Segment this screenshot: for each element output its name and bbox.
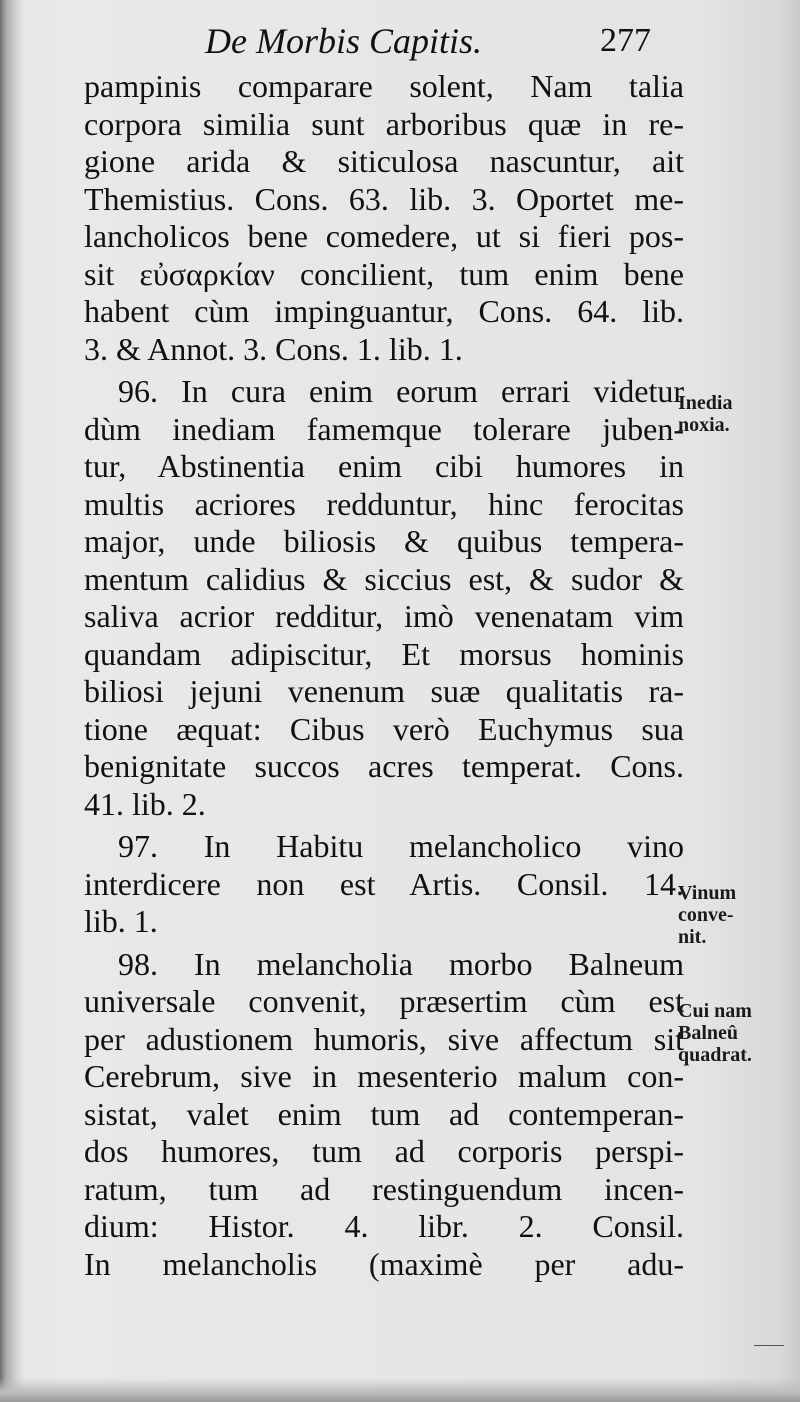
text-line: tur, Abstinentia enim cibi humores in: [84, 448, 684, 484]
text-line: Themistius. Cons. 63. lib. 3. Oportet me-: [84, 180, 684, 217]
text-line: lib. 1.: [84, 903, 158, 939]
text-line: sit εὐσαρκίαν concilient, tum enim bene: [84, 255, 684, 292]
paragraph-96-start: 96. In cura enim eorum errari videtur: [118, 373, 684, 409]
margin-note-inedia: [678, 392, 796, 436]
margin-note-line: Balneû: [678, 1022, 739, 1044]
margin-note-balneum: [678, 1000, 796, 1066]
text-line: benignitate succos acres temperat. Cons.: [84, 748, 684, 784]
text-line: 41. lib. 2.: [84, 785, 206, 822]
text-line: saliva acrior redditur, imò venenatam vim: [84, 598, 684, 634]
paragraph-97-start: 97. In Habitu melancholico vino: [118, 828, 684, 864]
text-line: In melancholis (maximè per adu-: [84, 1245, 684, 1282]
text-line: 3. & Annot. 3. Cons. 1. lib. 1.: [84, 330, 463, 367]
text-line: dùm inediam famemque tolerare juben-: [84, 410, 684, 447]
text-line: gione arida & siticulosa nascuntur, ait: [84, 143, 684, 179]
text-line: dos humores, tum ad corporis perspi-: [84, 1133, 684, 1169]
text-line: Cerebrum, sive in mesenterio malum con-: [84, 1058, 684, 1094]
text-line: per adustionem humoris, sive affectum sit: [84, 1020, 684, 1057]
margin-note-line: conve-: [678, 904, 734, 926]
text-line: corpora similia sunt arboribus quæ in re-: [84, 105, 684, 142]
text-line: pampinis comparare solent, Nam talia: [84, 68, 684, 104]
margin-note-line: Inedia: [678, 392, 733, 414]
margin-note-line: Cui nam: [678, 1000, 752, 1022]
text-line: tione æquat: Cibus verò Euchymus sua: [84, 710, 684, 747]
text-line: sistat, valet enim tum ad contemperan-: [84, 1095, 684, 1132]
text-line: biliosi jejuni venenum suæ qualitatis ra-: [84, 673, 684, 709]
margin-rule: [754, 1345, 784, 1346]
text-line: ratum, tum ad restinguendum incen-: [84, 1170, 684, 1207]
paragraph-98-start: 98. In melancholia morbo Balneum: [118, 945, 684, 982]
text-line: habent cùm impinguantur, Cons. 64. lib.: [84, 293, 684, 329]
margin-note-vinum: [678, 882, 796, 948]
page-header: [0, 14, 800, 66]
margin-note-line: noxia.: [678, 414, 730, 436]
text-line: mentum calidius & siccius est, & sudor &: [84, 560, 684, 597]
margin-note-line: Vinum: [678, 882, 737, 904]
text-line: quandam adipiscitur, Et morsus hominis: [84, 635, 684, 672]
page-gutter-shadow: [0, 0, 24, 1402]
margin-note-line: quadrat.: [678, 1044, 752, 1066]
body-text: [84, 68, 684, 1283]
text-line: dium: Histor. 4. libr. 2. Consil.: [84, 1208, 684, 1244]
page-bottom-shadow: [0, 1378, 800, 1402]
running-title: De Morbis Capitis.: [205, 21, 483, 61]
text-line: universale convenit, præsertim cùm est: [84, 983, 684, 1019]
margin-note-line: nit.: [678, 926, 707, 948]
text-line: multis acriores redduntur, hinc ferocitas: [84, 485, 684, 522]
text-line: lancholicos bene comedere, ut si fieri pos-: [84, 218, 684, 254]
text-line: major, unde biliosis & quibus tempera-: [84, 523, 684, 559]
text-line: interdicere non est Artis. Consil. 14.: [84, 865, 684, 902]
page-number: 277: [600, 22, 651, 59]
